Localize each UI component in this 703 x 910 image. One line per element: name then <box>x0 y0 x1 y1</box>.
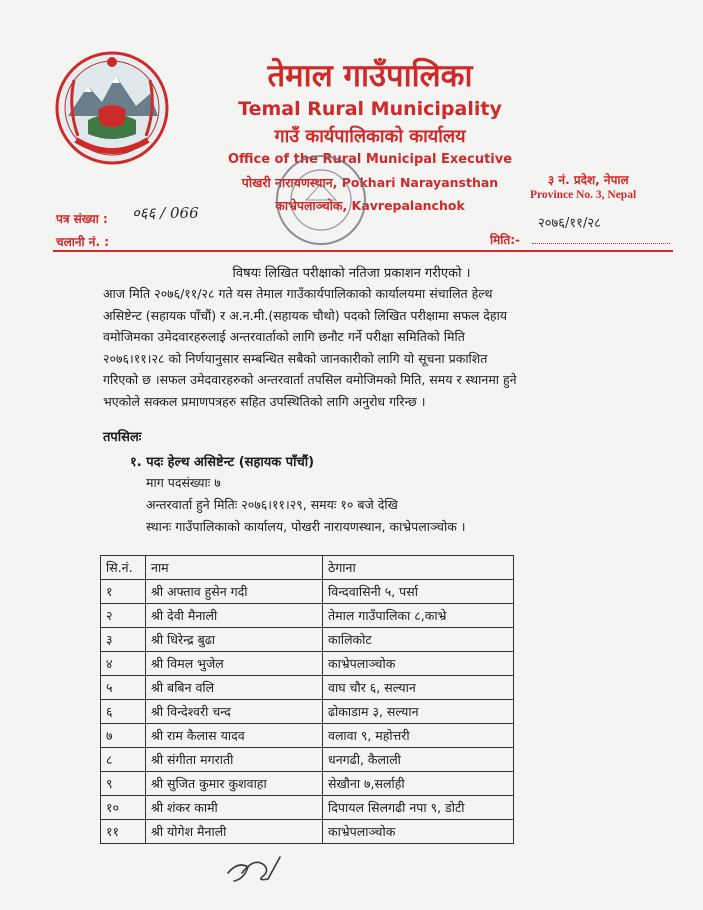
official-stamp-icon <box>262 150 380 250</box>
cell-sn: ९ <box>101 772 146 796</box>
column-header-sn: सि.नं. <box>101 556 146 580</box>
body-line: असिष्टेन्ट (सहायक पाँचौं) र अ.न.मी.(सहायक चौथो) पदको लिखित परीक्षामा सफल देहाय <box>103 307 508 323</box>
letter-number-label: पत्र संख्या : <box>56 212 108 226</box>
cell-address: कालिकोट <box>323 628 514 652</box>
body-line: भएकोले सक्कल प्रमाणपत्रहरु सहित उपस्थितिको लागि अनुरोध गरिन्छ । <box>103 393 426 409</box>
cell-sn: ४ <box>101 652 146 676</box>
cell-sn: ५ <box>101 676 146 700</box>
cell-address: तेमाल गाउँपालिका ८,काभ्रे <box>323 604 514 628</box>
cell-name: श्री संगीता मगराती <box>146 748 323 772</box>
signature-icon <box>224 851 284 887</box>
cell-address: सेखौना ७,सर्लाही <box>323 772 514 796</box>
column-header-address: ठेगाना <box>323 556 514 580</box>
subject-line: विषयः लिखित परीक्षाको नतिजा प्रकाशन गरीएको । <box>232 266 471 281</box>
table-row <box>101 796 514 820</box>
cell-address: धनगढी, कैलाली <box>323 748 514 772</box>
body-paragraph <box>103 283 675 412</box>
table-row <box>101 772 514 796</box>
office-name-en: Office of the Rural Municipal Executive <box>227 152 513 167</box>
table-row <box>101 604 514 628</box>
cell-name: श्री धिरेन्द्र बुढा <box>146 628 323 652</box>
cell-sn: २ <box>101 604 146 628</box>
cell-name: श्री विन्देश्वरी चन्द <box>146 700 323 724</box>
province-np: ३ नं. प्रदेश, नेपाल <box>548 173 629 187</box>
candidate-table <box>100 555 514 844</box>
cell-sn: ८ <box>101 748 146 772</box>
demand-count: माग पदसंख्याः ७ <box>146 475 221 490</box>
interview-place: स्थानः गाउँपालिकाको कार्यालय, पोखरी नारायणस्थान, काभ्रेपलाञ्चोक । <box>146 519 466 534</box>
cell-address: दिपायल सिलगढी नपा ९, डोटी <box>323 796 514 820</box>
cell-name: श्री सुजित कुमार कुशवाहा <box>146 772 323 796</box>
cell-address: वाघ चौर ६, सल्यान <box>323 676 514 700</box>
province-en: Province No. 3, Nepal <box>530 189 637 201</box>
post-title: १. पदः हेल्थ असिष्टेन्ट (सहायक पाँचौं) <box>130 455 315 470</box>
table-row <box>101 724 514 748</box>
table-row <box>101 580 514 604</box>
municipality-name-np: तेमाल गाउँपालिका <box>267 58 473 94</box>
date-value: २०७६/११/२८ <box>538 216 601 231</box>
cell-address: विन्दवासिनी ५, पर्सा <box>323 580 514 604</box>
date-dotted-line <box>532 243 670 244</box>
cell-name: श्री शंकर कामी <box>146 796 323 820</box>
cell-name: श्री अफ्ताव हुसेन गदी <box>146 580 323 604</box>
cell-name: श्री देवी मैनाली <box>146 604 323 628</box>
cell-sn: ७ <box>101 724 146 748</box>
table-header-row <box>101 556 514 580</box>
cell-address: काभ्रेपलाञ्चोक <box>323 820 514 844</box>
cell-address: वलावा ९, महोत्तरी <box>323 724 514 748</box>
date-label: मिति:- <box>490 233 521 247</box>
table-row <box>101 820 514 844</box>
cell-name: श्री विमल भुजेल <box>146 652 323 676</box>
cell-sn: ११ <box>101 820 146 844</box>
address-line-2: काभ्रेपलाञ्चोक, Kavrepalanchok <box>275 198 465 213</box>
table-row <box>101 748 514 772</box>
details-heading: तपसिलः <box>103 430 142 445</box>
table-row <box>101 652 514 676</box>
table-row <box>101 700 514 724</box>
column-header-name: नाम <box>146 556 323 580</box>
body-line: २०७६।११।२८ को निर्णयानुसार सम्बन्धित सबैको जानकारीको लागि यो सूचना प्रकाशित <box>103 350 488 366</box>
body-line: आज मिति २०७६/११/२८ गते यस तेमाल गाउँकार्यपालिकाको कार्यालयमा संचालित हेल्थ <box>103 286 493 301</box>
table-row <box>101 676 514 700</box>
address-line-1: पोखरी नारायणस्थान, Pokhari Narayansthan <box>241 175 499 190</box>
cell-name: श्री बबिन वलि <box>146 676 323 700</box>
cell-address: काभ्रेपलाञ्चोक <box>323 652 514 676</box>
interview-time: अन्तरवार्ता हुने मितिः २०७६।११।२९, समयः १० बजे देखि <box>146 497 398 512</box>
cell-name: श्री राम कैलास यादव <box>146 724 323 748</box>
cell-sn: १ <box>101 580 146 604</box>
municipality-name-en: Temal Rural Municipality <box>238 98 502 120</box>
letterhead-divider <box>53 250 673 252</box>
cell-sn: ३ <box>101 628 146 652</box>
office-name-np: गाउँ कार्यपालिकाको कार्यालय <box>274 126 466 147</box>
dispatch-number-label: चलानी नं. : <box>56 235 110 249</box>
cell-address: ढोकाडाम ३, सल्यान <box>323 700 514 724</box>
cell-sn: ६ <box>101 700 146 724</box>
body-line: गरिएको छ ।सफल उमेदवारहरुको अन्तरवार्ता तपसिल वमोजिमको मिति, समय र स्थानमा हुने <box>103 372 517 387</box>
cell-name: श्री योगेश मैनाली <box>146 820 323 844</box>
nepal-emblem-icon <box>54 50 170 166</box>
table-row <box>101 628 514 652</box>
cell-sn: १० <box>101 796 146 820</box>
body-line: वमोजिमका उमेदवारहरुलाई अन्तरवार्ताको लागि छनौट गर्ने परीक्षा समितिको मिति <box>103 329 465 344</box>
letter-number-value: ०६६ / 066 <box>132 204 199 222</box>
